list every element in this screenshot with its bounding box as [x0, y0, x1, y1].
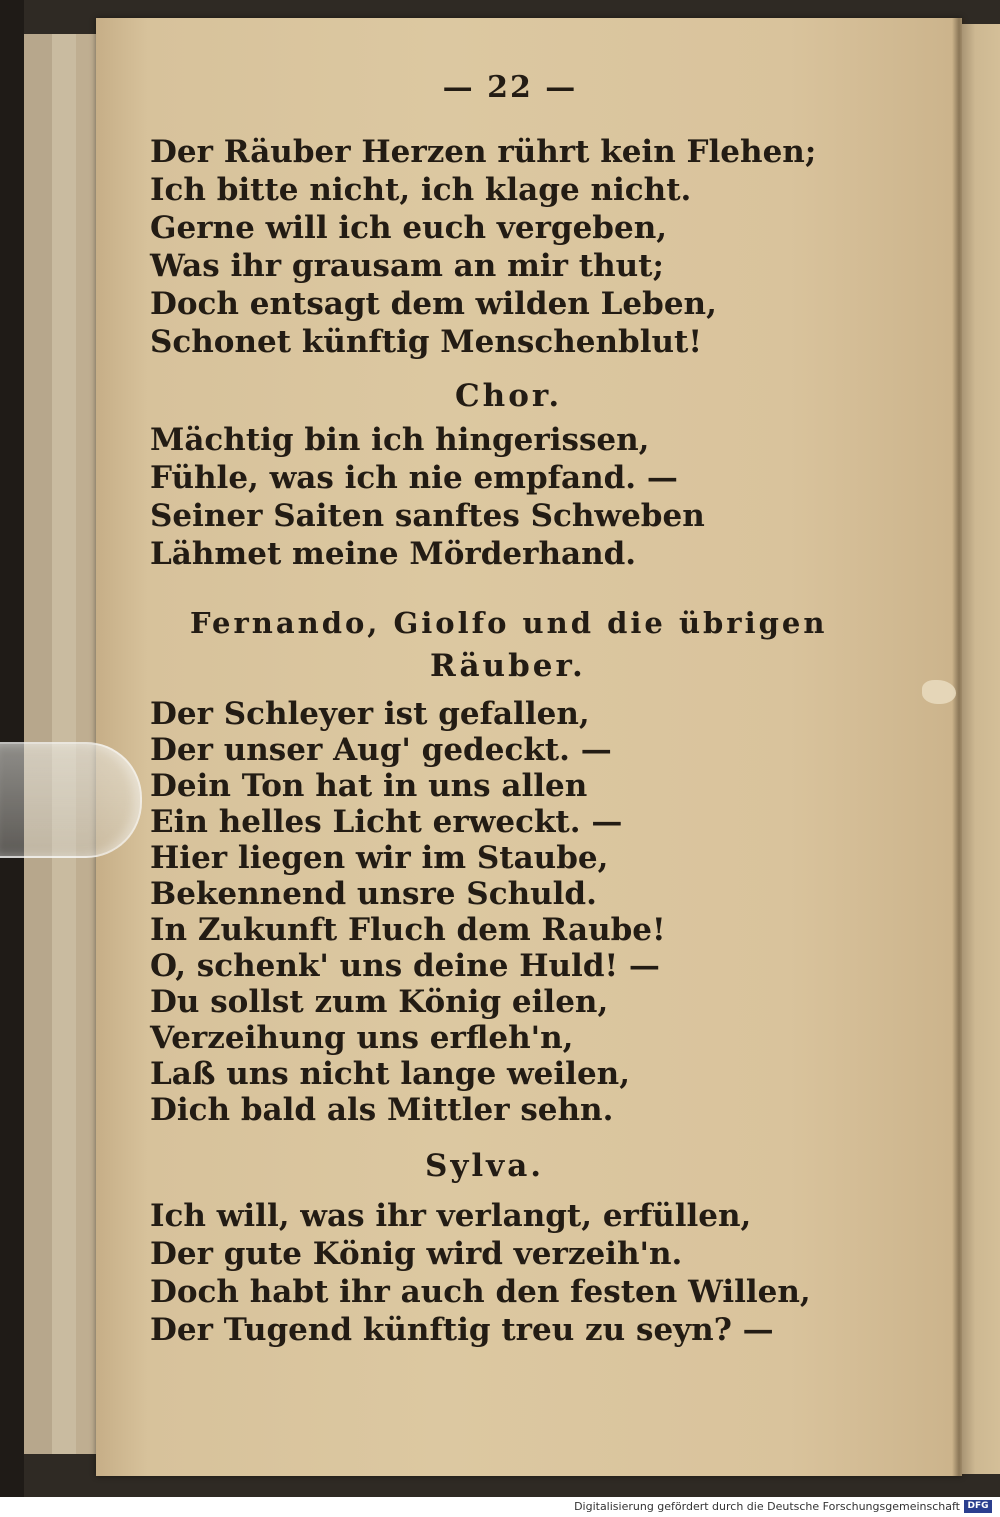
speaker-heading-fernando: Fernando, Giolfo und die übrigen: [190, 606, 828, 640]
page-number: — 22 —: [442, 70, 578, 105]
verse-line: Verzeihung uns erfleh'n,: [150, 1020, 574, 1056]
speaker-heading-chor: Chor.: [455, 378, 563, 414]
verse-line: Fühle, was ich nie empfand. —: [150, 460, 678, 496]
verse-line: Der Räuber Herzen rührt kein Flehen;: [150, 134, 817, 170]
verse-line: Der Tugend künftig treu zu seyn? —: [150, 1312, 774, 1348]
verse-line: Was ihr grausam an mir thut;: [150, 248, 664, 284]
verse-line: Hier liegen wir im Staube,: [150, 840, 609, 876]
speaker-heading-raeuber: Räuber.: [430, 648, 586, 684]
verse-line: Dich bald als Mittler sehn.: [150, 1092, 614, 1128]
verse-line: Der Schleyer ist gefallen,: [150, 696, 590, 732]
verse-line: Dein Ton hat in uns allen: [150, 768, 588, 804]
verse-line: Mächtig bin ich hingerissen,: [150, 422, 650, 458]
verse-line: Laß uns nicht lange weilen,: [150, 1056, 631, 1092]
verse-line: Gerne will ich euch vergeben,: [150, 210, 668, 246]
dfg-logo: DFG: [964, 1500, 992, 1513]
verse-line: Seiner Saiten sanftes Schweben: [150, 498, 705, 534]
verse-line: Ein helles Licht erweckt. —: [150, 804, 623, 840]
verse-line: Der unser Aug' gedeckt. —: [150, 732, 612, 768]
verse-line: Doch entsagt dem wilden Leben,: [150, 286, 717, 322]
verse-line: Lähmet meine Mörderhand.: [150, 536, 637, 572]
verse-line: In Zukunft Fluch dem Raube!: [150, 912, 666, 948]
paper-tear-mark: [922, 680, 956, 704]
speaker-heading-sylva: Sylva.: [425, 1148, 545, 1184]
verse-line: Doch habt ihr auch den festen Willen,: [150, 1274, 811, 1310]
footer-bar: [0, 1497, 1000, 1517]
transparent-page-clip: [0, 742, 142, 858]
verse-line: O, schenk' uns deine Huld! —: [150, 948, 660, 984]
verse-line: Bekennend unsre Schuld.: [150, 876, 597, 912]
verse-line: Der gute König wird verzeih'n.: [150, 1236, 683, 1272]
funding-credit: Digitalisierung gefördert durch die Deutsche Forschungsgemeinschaft: [574, 1500, 960, 1513]
facing-page-edge: [962, 24, 1000, 1474]
verse-line: Ich bitte nicht, ich klage nicht.: [150, 172, 692, 208]
verse-line: Ich will, was ihr verlangt, erfüllen,: [150, 1198, 752, 1234]
verse-line: Du sollst zum König eilen,: [150, 984, 609, 1020]
verse-line: Schonet künftig Menschenblut!: [150, 324, 702, 360]
